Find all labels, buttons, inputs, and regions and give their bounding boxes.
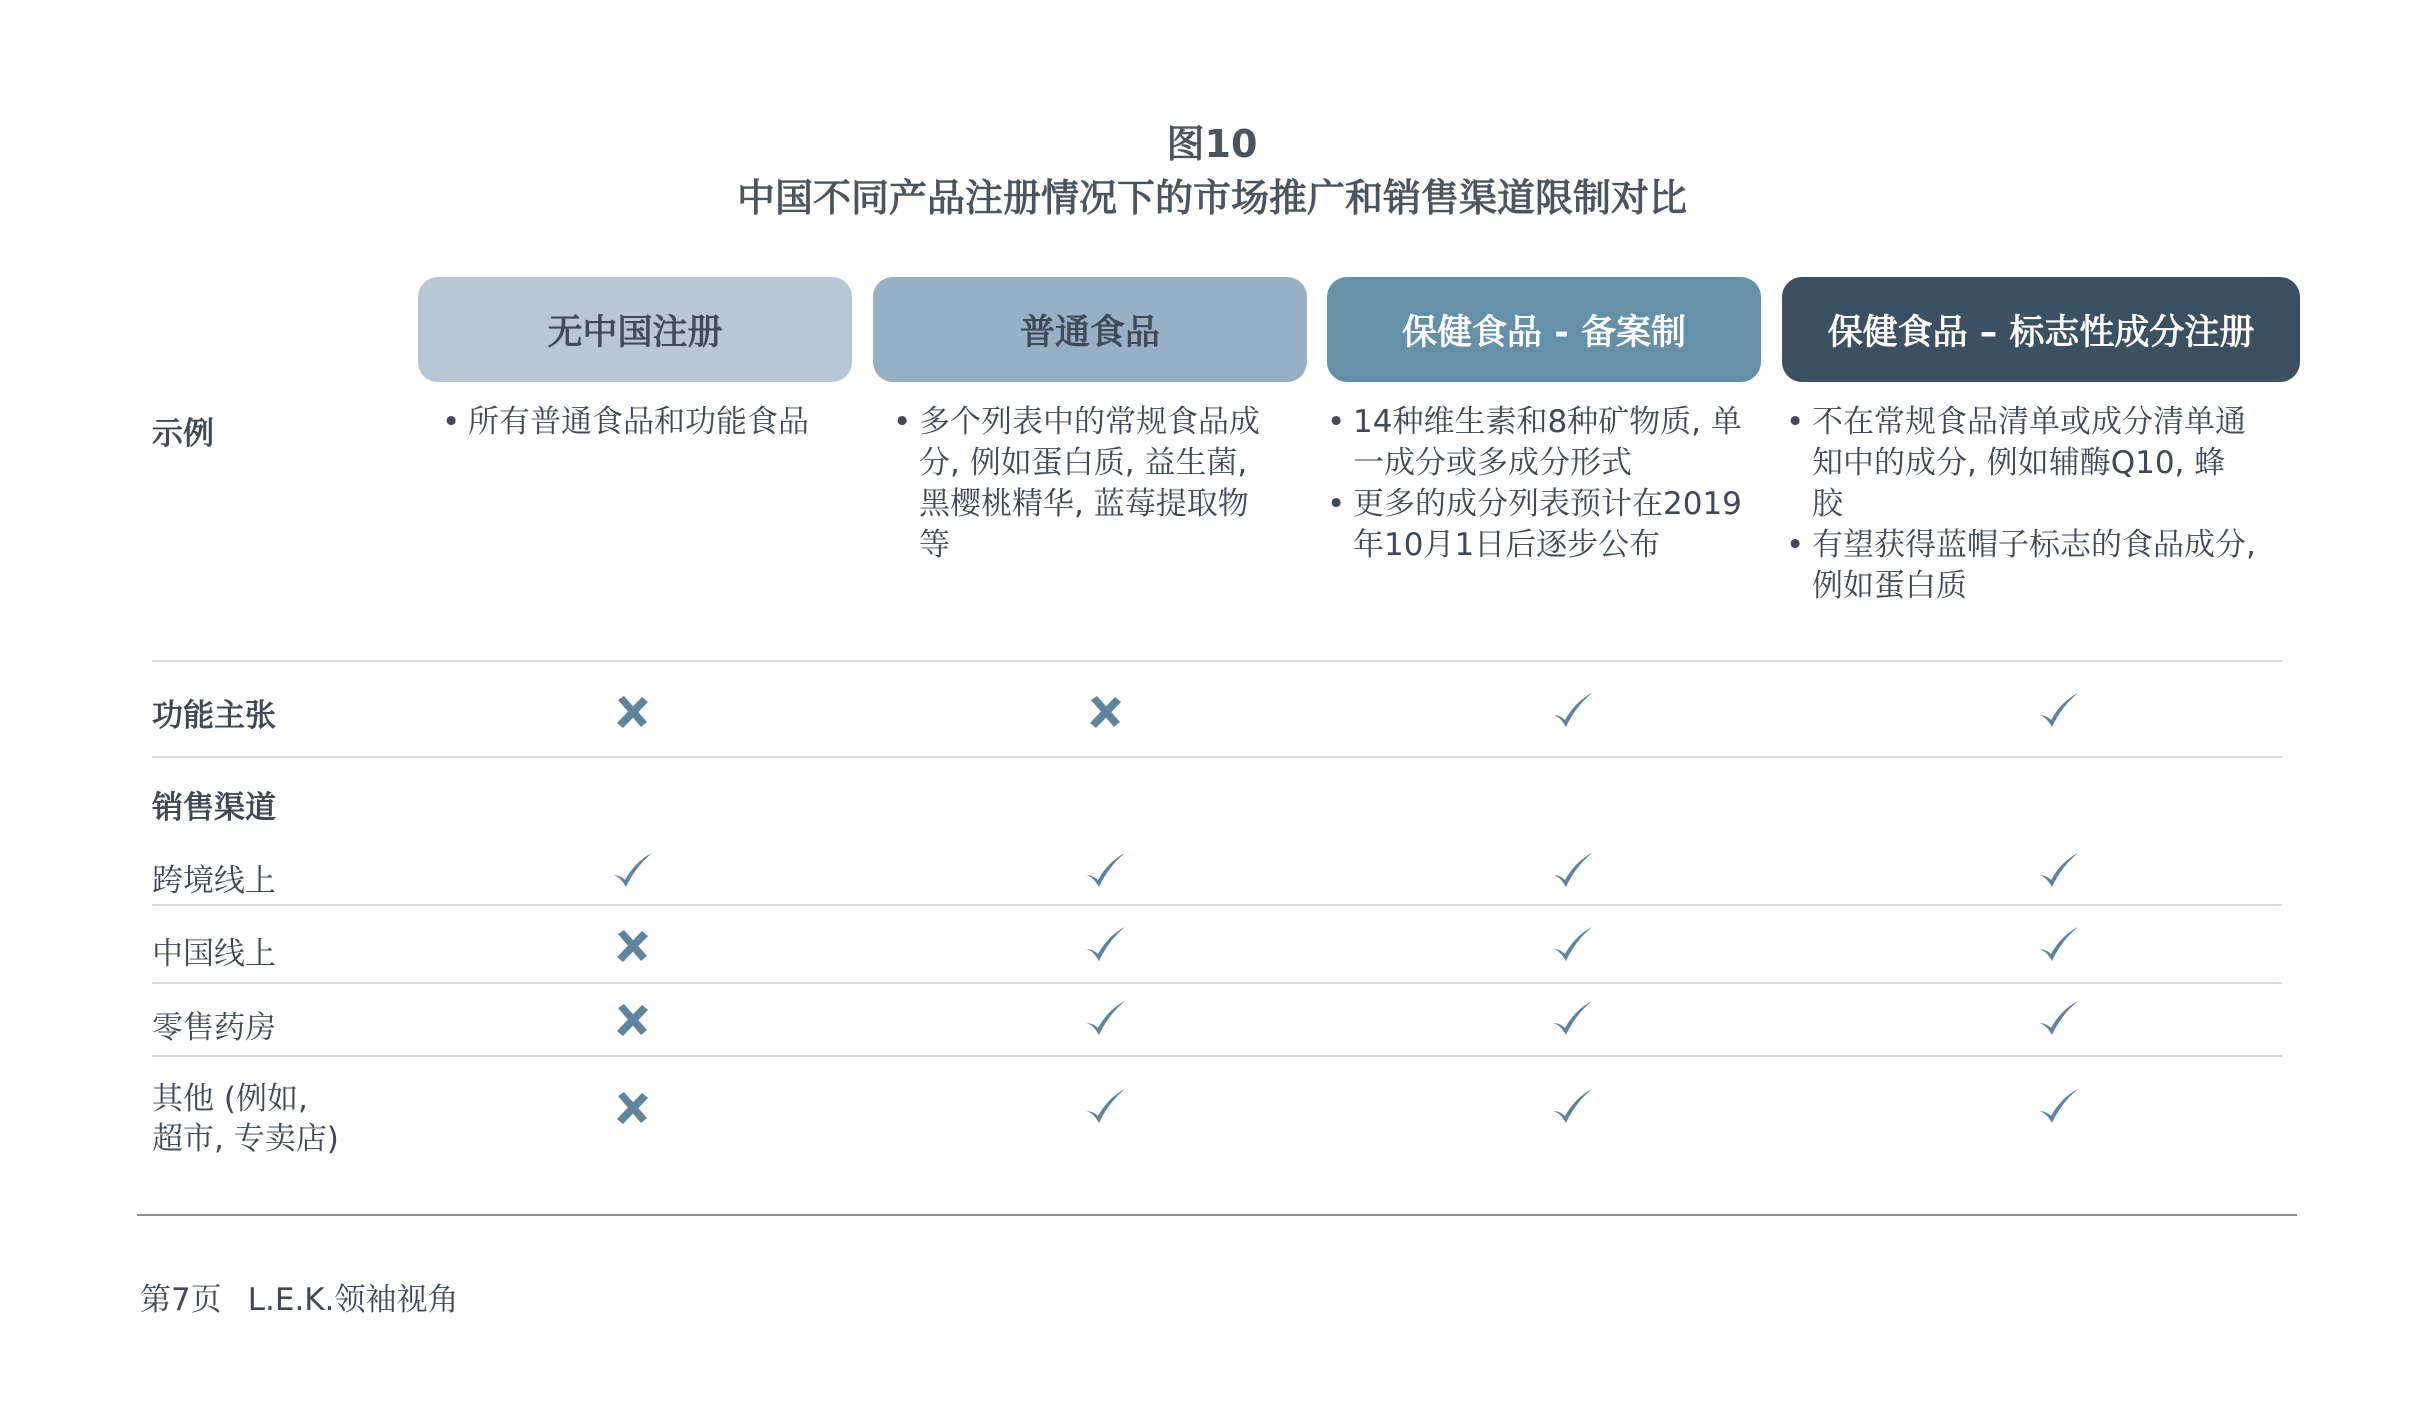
- divider-after-cross-border: [152, 904, 2282, 906]
- row-label-cross-border: 跨境线上: [152, 863, 276, 899]
- row-label-other-line2: 超市, 专卖店): [152, 1121, 339, 1157]
- check-icon: [1549, 849, 1595, 895]
- divider-after-pharmacy: [152, 1055, 2282, 1057]
- check-icon: [1082, 1085, 1128, 1131]
- check-icon: [1082, 849, 1128, 895]
- row-label-other-line1: 其他 (例如,: [152, 1081, 308, 1117]
- check-icon: [2035, 849, 2081, 895]
- check-icon: [1082, 923, 1128, 969]
- row-label-channels: 销售渠道: [152, 790, 276, 826]
- row-label-examples: 示例: [152, 416, 214, 452]
- check-icon: [1549, 997, 1595, 1043]
- examples-col-2: [893, 402, 1263, 566]
- divider-after-china-online: [152, 982, 2282, 984]
- examples-col-4: [1786, 402, 2256, 607]
- page-footer: [140, 1274, 458, 1319]
- check-icon: [1082, 997, 1128, 1043]
- check-icon: [1549, 689, 1595, 735]
- example-item: • 多个列表中的常规食品成分, 例如蛋白质, 益生菌, 黑樱桃精华, 蓝莓提取物等: [893, 402, 1263, 566]
- row-label-china-online: 中国线上: [152, 936, 276, 972]
- divider-after-examples: [152, 660, 2282, 662]
- cross-icon: [609, 997, 655, 1043]
- example-item: • 更多的成分列表预计在2019年10月1日后逐步公布: [1327, 484, 1767, 566]
- row-label-claims: 功能主张: [152, 698, 276, 734]
- check-icon: [2035, 689, 2081, 735]
- divider-after-claims: [152, 756, 2282, 758]
- check-icon: [609, 849, 655, 895]
- cross-icon: [609, 1085, 655, 1131]
- examples-col-1: [442, 402, 842, 443]
- column-header-general-food: 普通食品: [873, 277, 1307, 382]
- column-header-health-food-filing: 保健食品 - 备案制: [1327, 277, 1761, 382]
- column-header-no-registration: 无中国注册: [418, 277, 852, 382]
- cross-icon: [609, 689, 655, 735]
- check-icon: [2035, 923, 2081, 969]
- examples-col-3: [1327, 402, 1767, 566]
- example-item: • 所有普通食品和功能食品: [442, 402, 842, 443]
- example-item: • 有望获得蓝帽子标志的食品成分, 例如蛋白质: [1786, 525, 2256, 607]
- check-icon: [1549, 1085, 1595, 1131]
- page-number: 第7页: [140, 1282, 222, 1318]
- example-item: • 14种维生素和8种矿物质, 单一成分或多成分形式: [1327, 402, 1767, 484]
- check-icon: [1549, 923, 1595, 969]
- row-label-pharmacy: 零售药房: [152, 1010, 276, 1046]
- example-item: • 不在常规食品清单或成分清单通知中的成分, 例如辅酶Q10, 蜂胶: [1786, 402, 2256, 525]
- figure-title: 中国不同产品注册情况下的市场推广和销售渠道限制对比: [736, 176, 1687, 220]
- footer-brand: L.E.K.领袖视角: [247, 1282, 459, 1318]
- column-header-health-food-registration: 保健食品 – 标志性成分注册: [1782, 277, 2300, 382]
- check-icon: [2035, 997, 2081, 1043]
- figure-label: 图10: [1166, 122, 1258, 166]
- bottom-rule: [137, 1214, 2297, 1216]
- cross-icon: [609, 923, 655, 969]
- cross-icon: [1082, 689, 1128, 735]
- check-icon: [2035, 1085, 2081, 1131]
